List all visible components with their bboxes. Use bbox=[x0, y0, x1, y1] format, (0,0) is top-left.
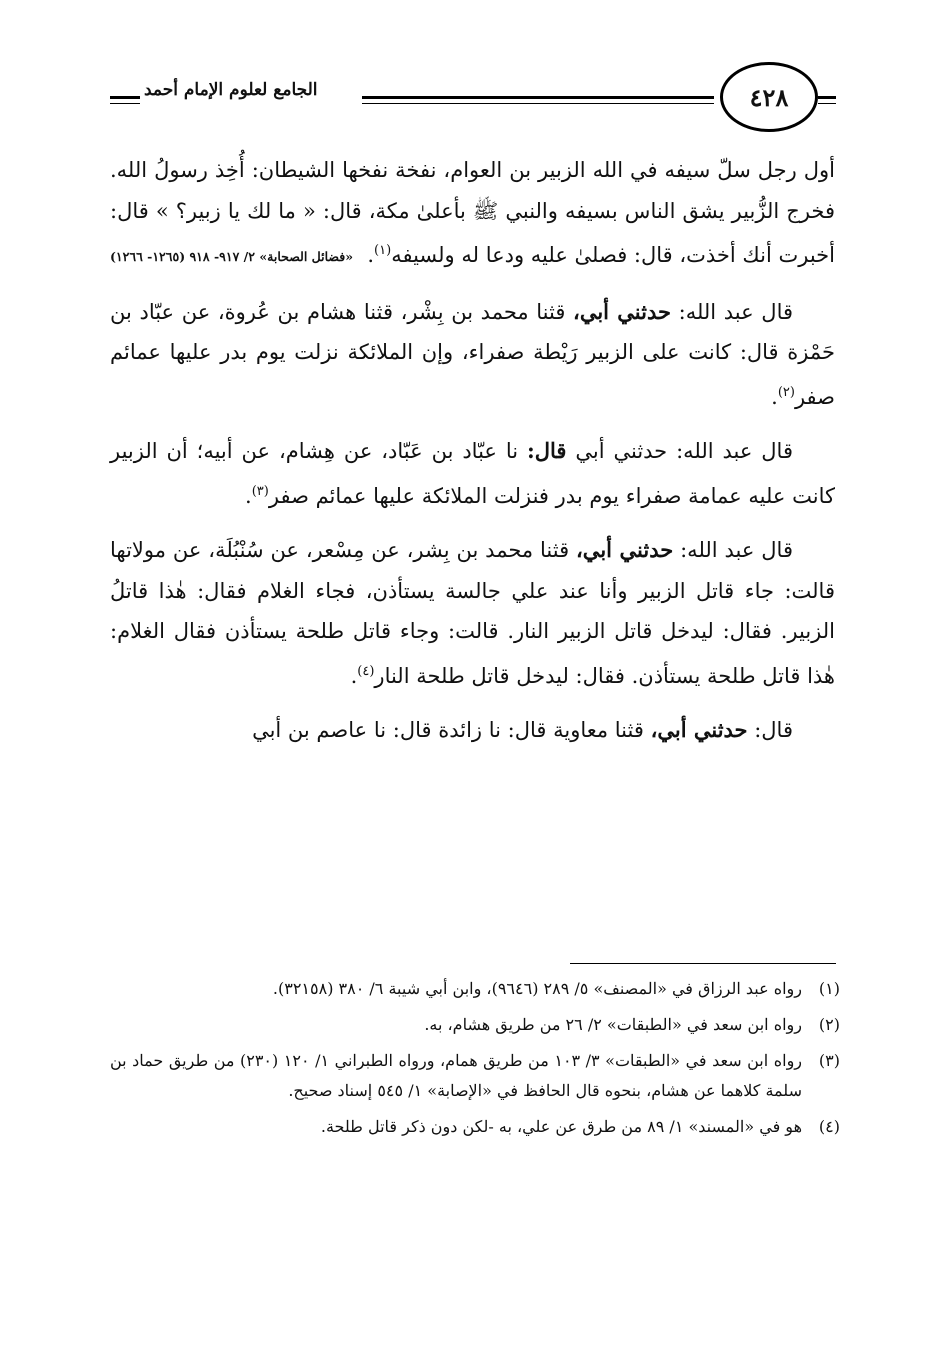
footnote-marker: (٤) bbox=[357, 663, 375, 679]
footnote-marker: (١) bbox=[374, 243, 392, 258]
header-rule bbox=[110, 103, 140, 104]
narrator-phrase: حدثني أبي، bbox=[573, 298, 671, 324]
paragraph-text: قال عبد الله: حدثني أبي bbox=[566, 439, 793, 463]
footnote-marker: (٣) bbox=[251, 483, 269, 499]
footnote bbox=[110, 1112, 840, 1142]
header-rule bbox=[362, 96, 714, 99]
paragraph bbox=[110, 292, 835, 418]
punctuation: . bbox=[367, 243, 375, 267]
footnote-text: رواه ابن سعد في «الطبقات» ٢/ ٢٦ من طريق هشام، به. bbox=[424, 1015, 802, 1034]
paragraph-text: قال عبد الله: bbox=[673, 538, 793, 562]
footnote-number: (٢) bbox=[818, 1015, 840, 1034]
source-reference: «فضائل الصحابة» ٢/ ٩١٧- ٩١٨ (١٢٦٥- ١٢٦٦) bbox=[110, 249, 354, 264]
paragraph-text: نا عبّاد بن عَبّاد، عن هِشام، عن أبيه؛ أن الزبير كانت عليه عمامة صفراء يوم بدر فنزلت الملائكة عليها عمائم صفر bbox=[110, 439, 835, 508]
paragraph bbox=[110, 530, 835, 696]
footnote bbox=[110, 1046, 840, 1106]
header-rule bbox=[818, 103, 836, 104]
paragraph-text: قثنا محمد بن بِشر، عن مِسْعر، عن سُنْبُلَة، عن مولاتها قالت: جاء قاتل الزبير وأنا عند علي جالسة يستأذن، فجاء الغلام فقال: هٰذا قاتلُ الزبير. فقال: ليدخل قاتل الزبير النار. قالت: وجاء قاتل طلحة يستأذن فقال الغلام: هٰذا قاتل طلحة يستأذن. فقال: ليدخل قاتل طلحة النار bbox=[110, 538, 835, 688]
punctuation: . bbox=[350, 663, 358, 688]
footnote-number: (١) bbox=[818, 979, 840, 998]
footnote-separator bbox=[570, 963, 836, 964]
punctuation: . bbox=[245, 483, 252, 508]
narrator-phrase: حدثني أبي، bbox=[576, 537, 674, 562]
paragraph bbox=[110, 431, 835, 516]
footnotes bbox=[110, 974, 840, 1148]
paragraph bbox=[110, 710, 835, 751]
footnote-number: (٣) bbox=[818, 1051, 840, 1070]
page-number: ٤٢٨ bbox=[720, 62, 818, 132]
footnote-text: رواه ابن سعد في «الطبقات» ٣/ ١٠٣ من طريق همام، ورواه الطبراني ١/ ١٢٠ (٢٣٠) من طريق حماد بن سلمة كلاهما عن هشام، بنحوه قال الحافظ في «الإصابة» ١/ ٥٤٥ إسناد صحيح. bbox=[110, 1051, 803, 1100]
footnote-text: هو في «المسند» ١/ ٨٩ من طرق عن علي، به -لكن دون ذكر قاتل طلحة. bbox=[320, 1117, 802, 1136]
running-title: الجامع لعلوم الإمام أحمد bbox=[144, 80, 318, 100]
footnote-number: (٤) bbox=[818, 1117, 840, 1136]
header-rule bbox=[362, 103, 714, 104]
page-header bbox=[100, 62, 850, 142]
narrator-phrase: قال: bbox=[527, 438, 567, 463]
narrator-phrase: حدثني أبي، bbox=[650, 717, 748, 742]
paragraph-text: قثنا محمد بن بِشْر، قثنا هشام بن عُروة، عن عبّاد بن حَمْزة قال: كانت على الزبير رَيْطة صفراء، وإن الملائكة نزلت يوم بدر عليها عمائم صفر bbox=[110, 299, 835, 409]
footnote bbox=[110, 974, 840, 1004]
punctuation: . bbox=[771, 384, 778, 409]
main-text bbox=[110, 150, 835, 765]
header-rule bbox=[110, 96, 140, 99]
footnote-text: رواه عبد الرزاق في «المصنف» ٥/ ٢٨٩ (٩٦٤٦)، وابن أبي شيبة ٦/ ٣٨٠ (٣٢١٥٨). bbox=[272, 979, 802, 998]
paragraph-text: أول رجل سلّ سيفه في الله الزبير بن العوام، نفخة نفخها الشيطان: أُخِذ رسولُ الله. فخرج الزُّبير يشق الناس بسيفه والنبي ﷺ بأعلىٰ مكة، قال: « ما لك يا زبير؟ » قال: أخبرت أنك أخذت، قال: فصلىٰ عليه ودعا له ولسيفه bbox=[110, 158, 835, 267]
paragraph bbox=[110, 150, 835, 276]
paragraph-text: قال عبد الله: bbox=[670, 299, 794, 324]
header-rule bbox=[818, 96, 836, 99]
paragraph-text: قال: bbox=[747, 718, 793, 742]
paragraph-text: قثنا معاوية قال: نا زائدة قال: نا عاصم بن أبي bbox=[252, 718, 651, 742]
footnote-marker: (٢) bbox=[777, 384, 795, 400]
footnote bbox=[110, 1010, 840, 1040]
